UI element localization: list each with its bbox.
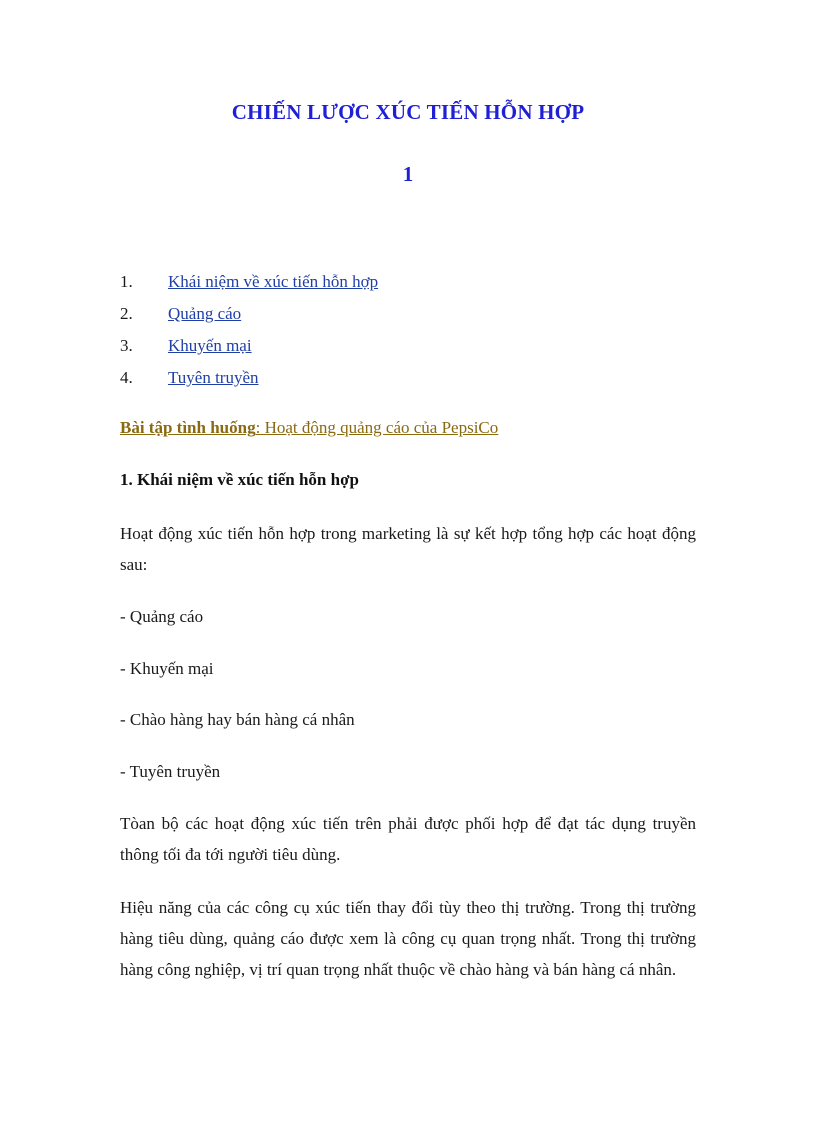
toc-link-khuyen-mai[interactable]: Khuyến mại (168, 336, 252, 355)
bullet-item: - Quảng cáo (120, 607, 204, 626)
toc-item (120, 366, 378, 398)
toc-link-khai-niem[interactable]: Khái niệm về xúc tiến hỗn hợp (168, 272, 379, 291)
bullet-item: - Chào hàng hay bán hàng cá nhân (120, 710, 355, 729)
case-study-label: Bài tập tình huống (120, 418, 256, 437)
case-study-text: : Hoạt động quảng cáo của PepsiCo (255, 418, 499, 437)
coordination-paragraph: Tòan bộ các hoạt động xúc tiến trên phải được phối hợp để đạt tác dụng truyền thông tối đa tới người tiêu dùng. (120, 814, 696, 864)
document-title: CHIẾN LƯỢC XÚC TIẾN HỖN HỢP (231, 100, 585, 124)
toc-item (120, 270, 378, 302)
toc-number: 2. (120, 304, 133, 323)
toc-item (120, 334, 378, 366)
toc-number: 3. (120, 336, 133, 355)
bullet-item: - Tuyên truyền (120, 762, 221, 781)
toc-number: 1. (120, 272, 133, 291)
toc-number: 4. (120, 368, 133, 387)
section-heading: 1. Khái niệm về xúc tiến hỗn hợp (120, 470, 359, 489)
table-of-contents (120, 270, 378, 398)
toc-link-quang-cao[interactable]: Quảng cáo (168, 304, 242, 323)
page-number: 1 (402, 162, 414, 186)
effectiveness-paragraph: Hiệu năng của các công cụ xúc tiến thay đổi tùy theo thị trường. Trong thị trường hàng tiêu dùng, quảng cáo được xem là công cụ quan trọng nhất. Trong thị trường hàng công nghiệp, vị trí quan trọng nhất thuộc về chào hàng và bán hàng cá nhân. (120, 898, 696, 979)
toc-link-tuyen-truyen[interactable]: Tuyên truyền (168, 368, 259, 387)
bullet-item: - Khuyến mại (120, 659, 214, 678)
case-study-link[interactable] (120, 418, 498, 438)
toc-item (120, 302, 378, 334)
intro-paragraph: Hoạt động xúc tiến hỗn hợp trong marketing là sự kết hợp tổng hợp các hoạt động sau: (120, 524, 696, 574)
